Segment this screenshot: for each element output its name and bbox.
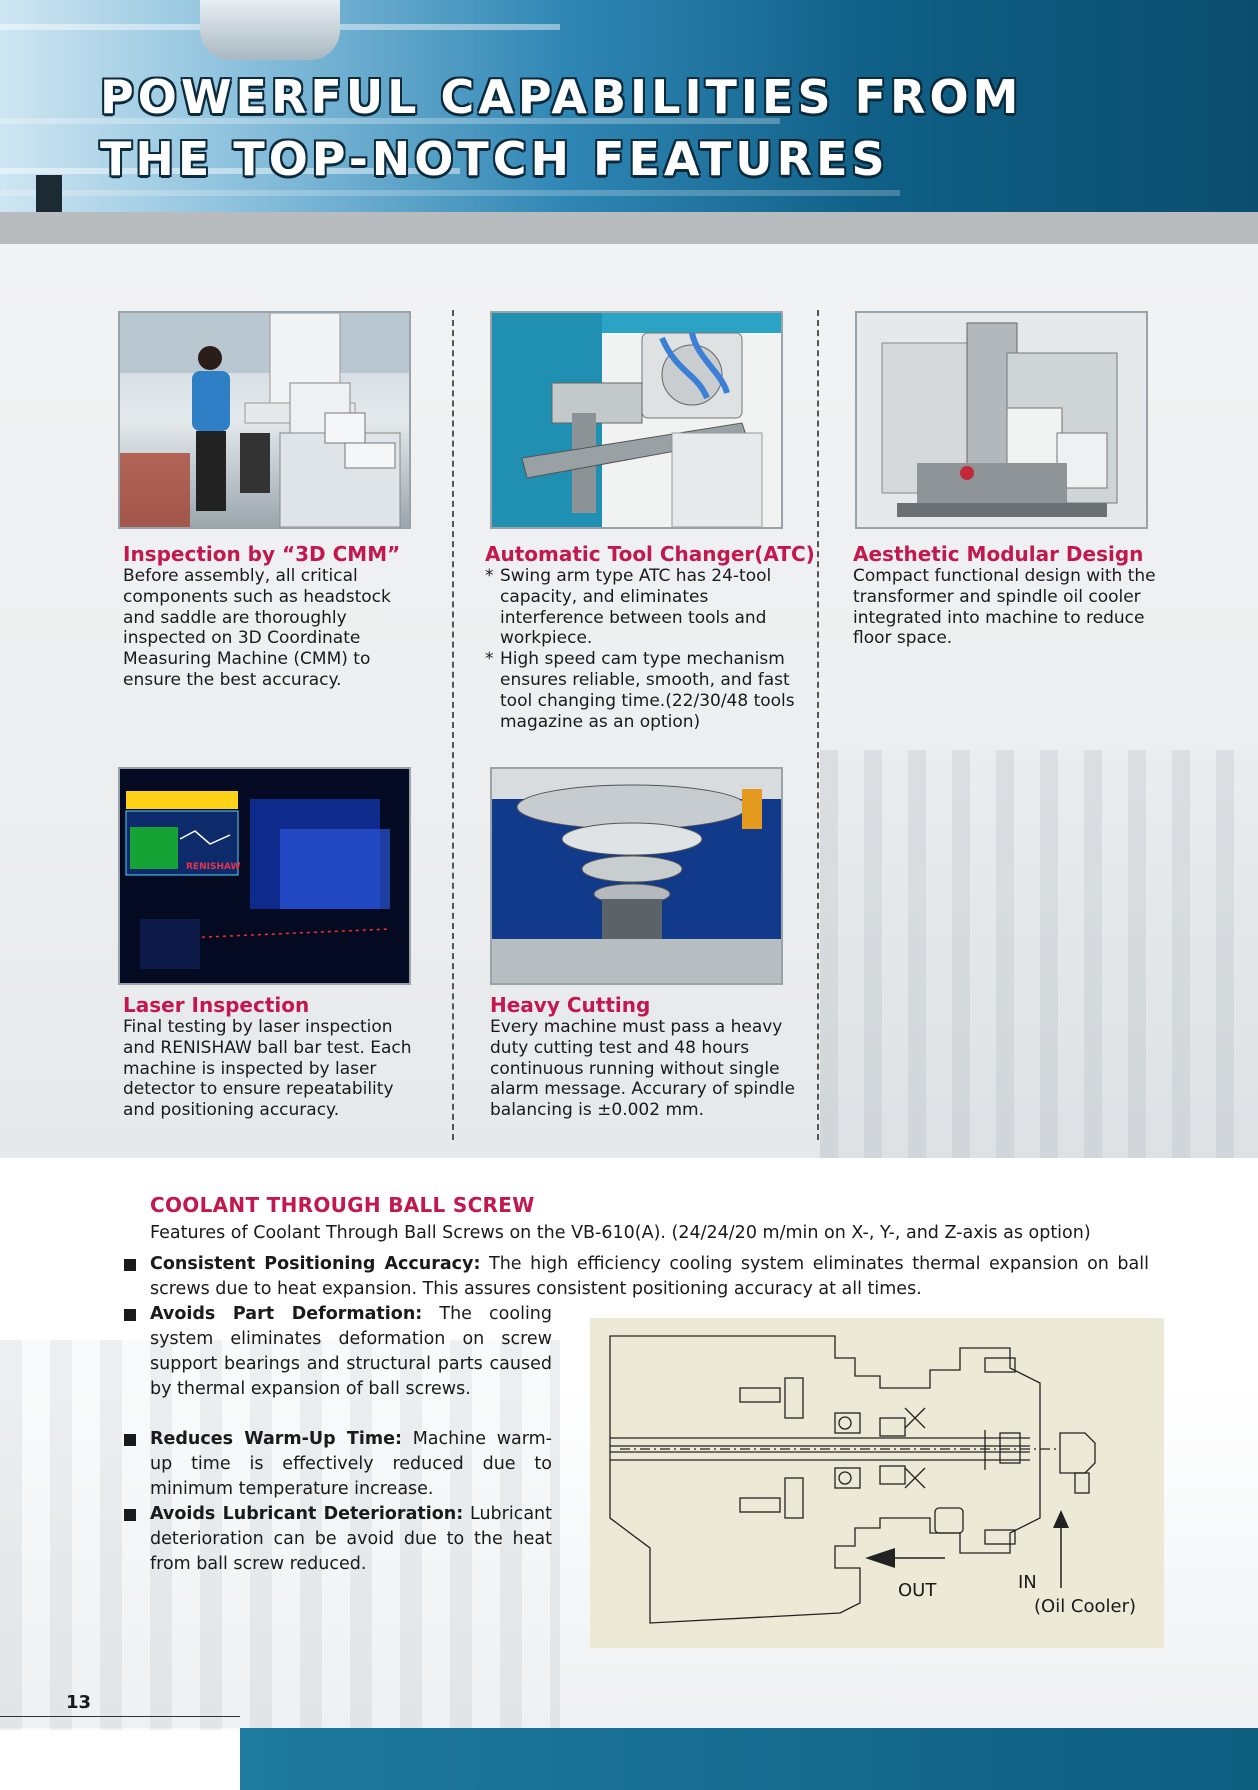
laser-illustration [120,769,409,983]
renishaw-text: RENISHAW [186,862,241,872]
feature-body-modular: Compact functional design with the transformer and spindle oil cooler integrated into machine to reduce floor space. [853,566,1156,649]
bullet-label: Consistent Positioning Accuracy: [150,1254,481,1274]
banner-spindle-image [200,0,340,60]
modular-machine-photo [855,311,1148,529]
machine-illustration [857,313,1146,527]
diagram-in-label: IN [1018,1572,1037,1593]
feature-body-heavy-cutting: Every machine must pass a heavy duty cutting test and 48 hours continuous running without single alarm message. Accurary of spindle balancing is ±0.002 mm. [490,1017,795,1121]
ball-screw-diagram [590,1318,1164,1648]
feature-body-laser: Final testing by laser inspection and RENISHAW ball bar test. Each machine is inspected by laser detector to ensure repeatability and positioning accuracy. [123,1017,412,1121]
feature-title-modular: Aesthetic Modular Design [853,542,1144,566]
bullet-square-icon [124,1509,136,1521]
banner-stripe [0,190,900,196]
bullet-label: Reduces Warm-Up Time: [150,1429,402,1449]
footer-bar [240,1728,1258,1790]
header-grey-band [0,212,1258,244]
header-banner [0,0,1258,212]
bullet-text: Lubricant deterioration can be avoid due to the heat from ball screw reduced. [150,1504,552,1574]
feature-body-cmm: Before assembly, all critical components such as headstock and saddle are thoroughly inspected on 3D Coordinate Measuring Machine (CMM) to ensure the best accuracy. [123,566,391,690]
atc-illustration [492,313,781,527]
feature-list-atc [485,566,803,732]
coolant-title: COOLANT THROUGH BALL SCREW [150,1193,535,1217]
bullet-text: Machine warm-up time is effectively reduced due to minimum temperature increase. [150,1429,552,1499]
diagram-out-label: OUT [898,1580,937,1601]
factory-background-image [820,750,1258,1158]
spindle-illustration [492,769,781,983]
feature-title-atc: Automatic Tool Changer(ATC) [485,542,815,566]
column-divider [817,310,819,1140]
coolant-intro: Features of Coolant Through Ball Screws on the VB-610(A). (24/24/20 m/min on X-, Y-, and Z-axis as option) [150,1223,1091,1243]
page-title-line2: THE TOP-NOTCH FEATURES [100,132,889,186]
page-title [100,66,1022,190]
bullet-text: The high efficiency cooling system eliminates thermal expansion on ball screws due to heat expansion. This assures consistent positioning accuracy at all times. [150,1254,1149,1299]
page-title-line1: POWERFUL CAPABILITIES FROM [100,70,1023,124]
bullet-square-icon [124,1259,136,1271]
bullet-text: The cooling system eliminates deformation on screw support bearings and structural parts caused by thermal expansion of ball screws. [150,1304,552,1399]
bullet-label: Avoids Lubricant Deterioration: [150,1504,464,1524]
feature-title-heavy-cutting: Heavy Cutting [490,993,651,1017]
feature-title-laser: Laser Inspection [123,993,310,1017]
coolant-bullet [150,1252,1149,1302]
coolant-bullet [150,1427,552,1502]
laser-inspection-photo [118,767,411,985]
coolant-bullet [150,1302,552,1402]
bullet-square-icon [124,1309,136,1321]
bullet-label: Avoids Part Deformation: [150,1304,423,1324]
page-number: 13 [66,1692,92,1713]
atc-photo [490,311,783,529]
banner-machine-image [36,175,62,212]
bullet-square-icon [124,1434,136,1446]
diagram-in-sub-label: (Oil Cooler) [1034,1596,1137,1617]
ball-screw-drawing [590,1318,1164,1648]
footer-rule [0,1716,240,1717]
cmm-photo [118,311,411,529]
coolant-bullet [150,1502,552,1577]
feature-list-item: * High speed cam type mechanism ensures reliable, smooth, and fast tool changing time.(22/30/48 tools magazine as an option) [485,649,803,732]
feature-title-cmm: Inspection by “3D CMM” [123,542,401,566]
heavy-cutting-photo [490,767,783,985]
feature-list-item: * Swing arm type ATC has 24-tool capacity, and eliminates interference between tools and workpiece. [485,566,803,649]
column-divider [452,310,454,1140]
cmm-illustration [120,313,409,527]
